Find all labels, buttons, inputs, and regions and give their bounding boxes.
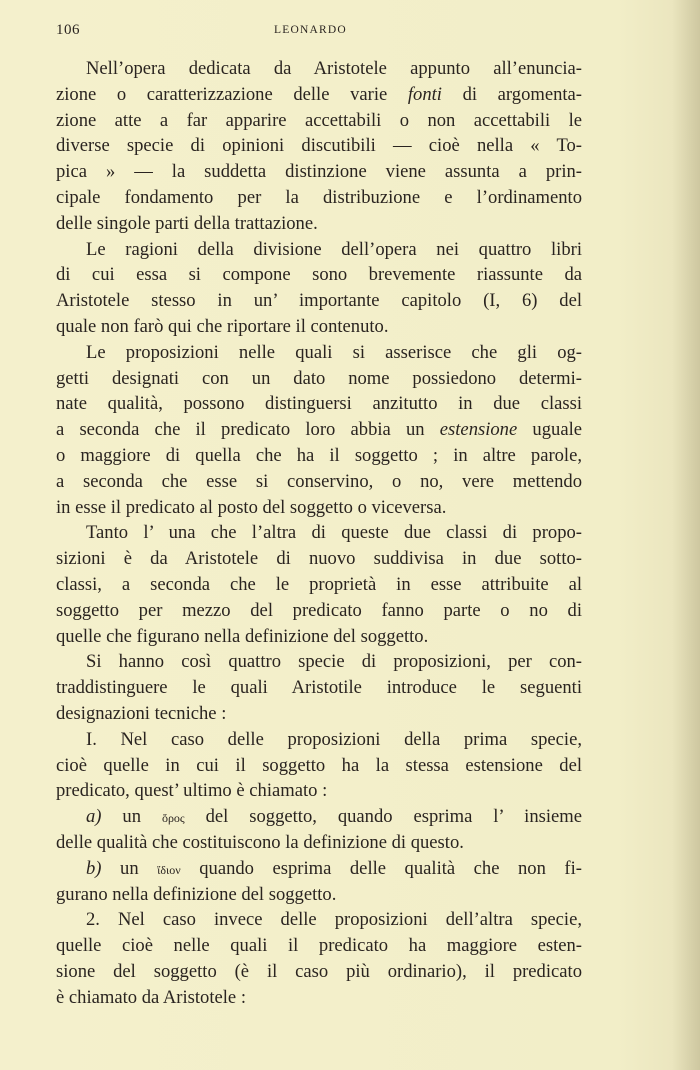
text-line: sione del soggetto (è il caso più ordinario), il predicato	[56, 960, 582, 982]
page-number: 106	[56, 22, 80, 38]
text-line: quale non farò qui che riportare il contenuto.	[56, 315, 389, 337]
text-line: a seconda che il predicato loro abbia un estensione uguale	[56, 419, 582, 441]
item-label-a: a)	[86, 806, 102, 828]
text-line: a) un ὅρος del soggetto, quando esprima l’ insieme	[86, 806, 582, 828]
text-line: I. Nel caso delle proposizioni della prima specie,	[86, 728, 582, 750]
text-line: pica » — la suddetta distinzione viene assunta a prin-	[56, 161, 582, 183]
text-line: quelle cioè nelle quali il predicato ha maggiore esten-	[56, 935, 582, 957]
text-line: delle qualità che costituiscono la definizione di questo.	[56, 831, 464, 853]
page-edge-shadow	[672, 0, 700, 1070]
text-line: getti designati con un dato nome possiedono determi-	[56, 367, 582, 389]
text-line: cipale fondamento per la distribuzione e l’ordinamento	[56, 186, 582, 208]
text-line: designazioni tecniche :	[56, 702, 227, 724]
text-line: Tanto l’ una che l’altra di queste due classi di propo-	[86, 522, 582, 544]
item-label-b: b)	[86, 857, 102, 879]
text-line: a seconda che esse si conservino, o no, vere mettendo	[56, 470, 582, 492]
text-line: classi, a seconda che le proprietà in esse attribuite al	[56, 573, 582, 595]
text-line: in esse il predicato al posto del soggetto o viceversa.	[56, 496, 447, 518]
running-head: LEONARDO	[274, 24, 347, 36]
page-header	[56, 22, 582, 46]
text-line: diverse specie di opinioni discutibili — cioè nella « To-	[56, 135, 582, 157]
text-line: è chiamato da Aristotele :	[56, 986, 247, 1008]
text-line: traddistinguere le quali Aristotile introduce le seguenti	[56, 677, 582, 699]
text-line: cioè quelle in cui il soggetto ha la stessa estensione del	[56, 754, 582, 776]
text-line: b) un ἴδιον quando esprima delle qualità che non fi-	[86, 857, 582, 879]
text-line: Aristotele stesso in un’ importante capitolo (I, 6) del	[56, 290, 582, 312]
text-line: Le ragioni della divisione dell’opera nei quattro libri	[86, 238, 582, 260]
text-line: predicato, quest’ ultimo è chiamato :	[56, 780, 328, 802]
emphasis-estensione: estensione	[439, 419, 518, 441]
text-line: sizioni è da Aristotele di nuovo suddivisa in due sotto-	[56, 548, 582, 570]
text-line: delle singole parti della trattazione.	[56, 212, 318, 234]
emphasis-fonti: fonti	[407, 83, 442, 105]
text-line: nate qualità, possono distinguersi anzitutto in due classi	[56, 393, 582, 415]
text-line: di cui essa si compone sono brevemente riassunte da	[56, 264, 582, 286]
text-line: Si hanno così quattro specie di proposizioni, per con-	[86, 651, 582, 673]
greek-term-horos: ὅρος	[161, 811, 185, 826]
text-line: o maggiore di quella che ha il soggetto ; in altre parole,	[56, 444, 582, 466]
text-line: Nell’opera dedicata da Aristotele appunto all’enuncia-	[86, 58, 582, 79]
text-line: Le proposizioni nelle quali si asserisce che gli og-	[86, 341, 582, 363]
text-line: 2. Nel caso invece delle proposizioni dell’altra specie,	[86, 909, 582, 931]
text-line: gurano nella definizione del soggetto.	[56, 883, 337, 905]
body-text	[56, 56, 582, 1010]
text-line: zione atte a far apparire accettabili o non accettabili le	[56, 109, 582, 131]
text-line: zione o caratterizzazione delle varie fonti di argomenta-	[56, 83, 582, 105]
text-line: soggetto per mezzo del predicato fanno parte o no di	[56, 599, 582, 621]
text-line: quelle che figurano nella definizione del soggetto.	[56, 625, 429, 647]
greek-term-idion: ἴδιον	[157, 862, 181, 877]
